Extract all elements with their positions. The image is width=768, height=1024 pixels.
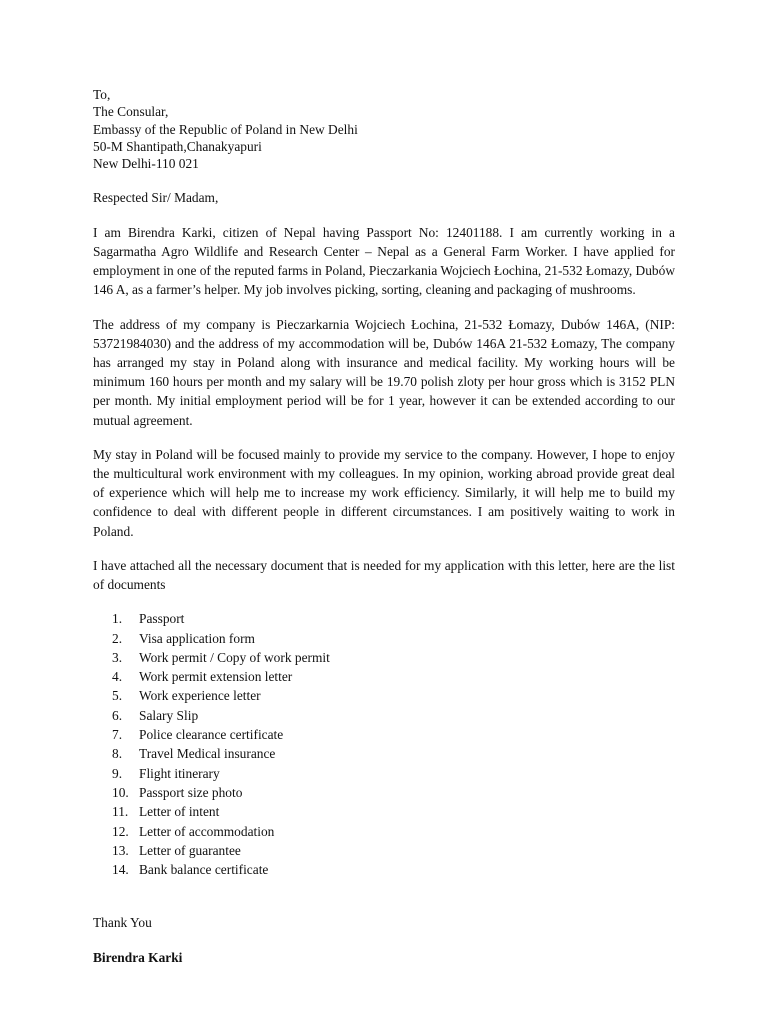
list-item: [112, 764, 675, 783]
list-item: [112, 744, 675, 763]
list-item-number: 2.: [112, 630, 123, 646]
list-item-number: 12.: [112, 823, 129, 839]
list-item-label: Passport size photo: [139, 784, 243, 800]
list-item-label: Work permit / Copy of work permit: [139, 649, 330, 665]
list-item-number: 1.: [112, 611, 123, 627]
list-item-number: 9.: [112, 765, 123, 781]
list-item-label: Salary Slip: [139, 707, 199, 723]
list-item: [112, 609, 675, 628]
list-item: [112, 706, 675, 725]
list-item: [112, 783, 675, 802]
list-item-number: 8.: [112, 746, 123, 762]
paragraph-introduction: I am Birendra Karki, citizen of Nepal having Passport No: 12401188. I am currently working in a Sagarmatha Agro Wildlife and Research Center – Nepal as a General Farm Worker. I have applied for employment in one of the reputed farms in Poland, Pieczarkania Wojciech Łochina, 21-532 Łomazy, Dubów 146 A, as a farmer’s helper. My job involves picking, sorting, cleaning and packaging of mushrooms.: [93, 224, 675, 298]
list-item-number: 7.: [112, 727, 123, 743]
address-to: To,: [93, 87, 111, 102]
address-recipient: The Consular,: [93, 104, 169, 120]
list-item-number: 11.: [112, 804, 129, 820]
list-item-number: 3.: [112, 649, 123, 665]
list-item-label: Letter of intent: [139, 804, 220, 820]
list-item-number: 13.: [112, 842, 129, 858]
list-item-number: 5.: [112, 688, 123, 704]
list-item-label: Police clearance certificate: [139, 727, 284, 743]
documents-list: [93, 609, 675, 879]
greeting: Respected Sir/ Madam,: [93, 190, 219, 206]
list-item-number: 14.: [112, 862, 129, 878]
paragraph-company-address: The address of my company is Pieczarkarnia Wojciech Łochina, 21-532 Łomazy, Dubów 146A, (NIP: 53721984030) and the address of my accommodation will be, Dubów 146A 21-532 Łomazy, The company has arranged my stay in Poland along with insurance and medical facility. My working hours will be minimum 160 hours per month and my salary will be 19.70 polish zloty per hour gross which is 3152 PLN per month. My initial employment period will be for 1 year, however it can be extended according to our mutual agreement.: [93, 316, 675, 428]
address-city: New Delhi-110 021: [93, 156, 199, 172]
paragraph-attachments: I have attached all the necessary document that is needed for my application with this letter, here are the list of documents: [93, 557, 675, 593]
list-item: [112, 822, 675, 841]
address-embassy: Embassy of the Republic of Poland in New Delhi: [93, 121, 358, 137]
list-item-label: Work permit extension letter: [139, 669, 293, 685]
list-item-label: Letter of guarantee: [139, 842, 241, 858]
paragraph-purpose: My stay in Poland will be focused mainly to provide my service to the company. However, I hope to enjoy the multicultural work environment with my colleagues. In my opinion, working abroad provide great deal of experience which will help me to increase my work efficiency. Similarly, it will help me to build my confidence to deal with different people in different circumstances. I am positively waiting to work in Poland.: [93, 446, 675, 539]
list-item: [112, 629, 675, 648]
list-item: [112, 725, 675, 744]
list-item: [112, 802, 675, 821]
list-item: [112, 648, 675, 667]
list-item-label: Travel Medical insurance: [139, 746, 276, 762]
list-item: [112, 860, 675, 879]
recipient-address: [93, 86, 675, 172]
list-item-label: Passport: [139, 611, 185, 627]
list-item-label: Bank balance certificate: [139, 862, 269, 878]
list-item-label: Flight itinerary: [139, 765, 220, 781]
closing: Thank You: [93, 915, 152, 931]
list-item-label: Letter of accommodation: [139, 823, 275, 839]
list-item: [112, 841, 675, 860]
list-item-number: 10.: [112, 784, 129, 800]
list-item-label: Work experience letter: [139, 688, 261, 704]
letter-body: [93, 86, 675, 966]
address-street: 50-M Shantipath,Chanakyapuri: [93, 138, 262, 154]
list-item: [112, 686, 675, 705]
list-item-number: 4.: [112, 669, 123, 685]
list-item-number: 6.: [112, 707, 123, 723]
list-item: [112, 667, 675, 686]
signature-name: Birendra Karki: [93, 949, 183, 965]
list-item-label: Visa application form: [139, 630, 255, 646]
